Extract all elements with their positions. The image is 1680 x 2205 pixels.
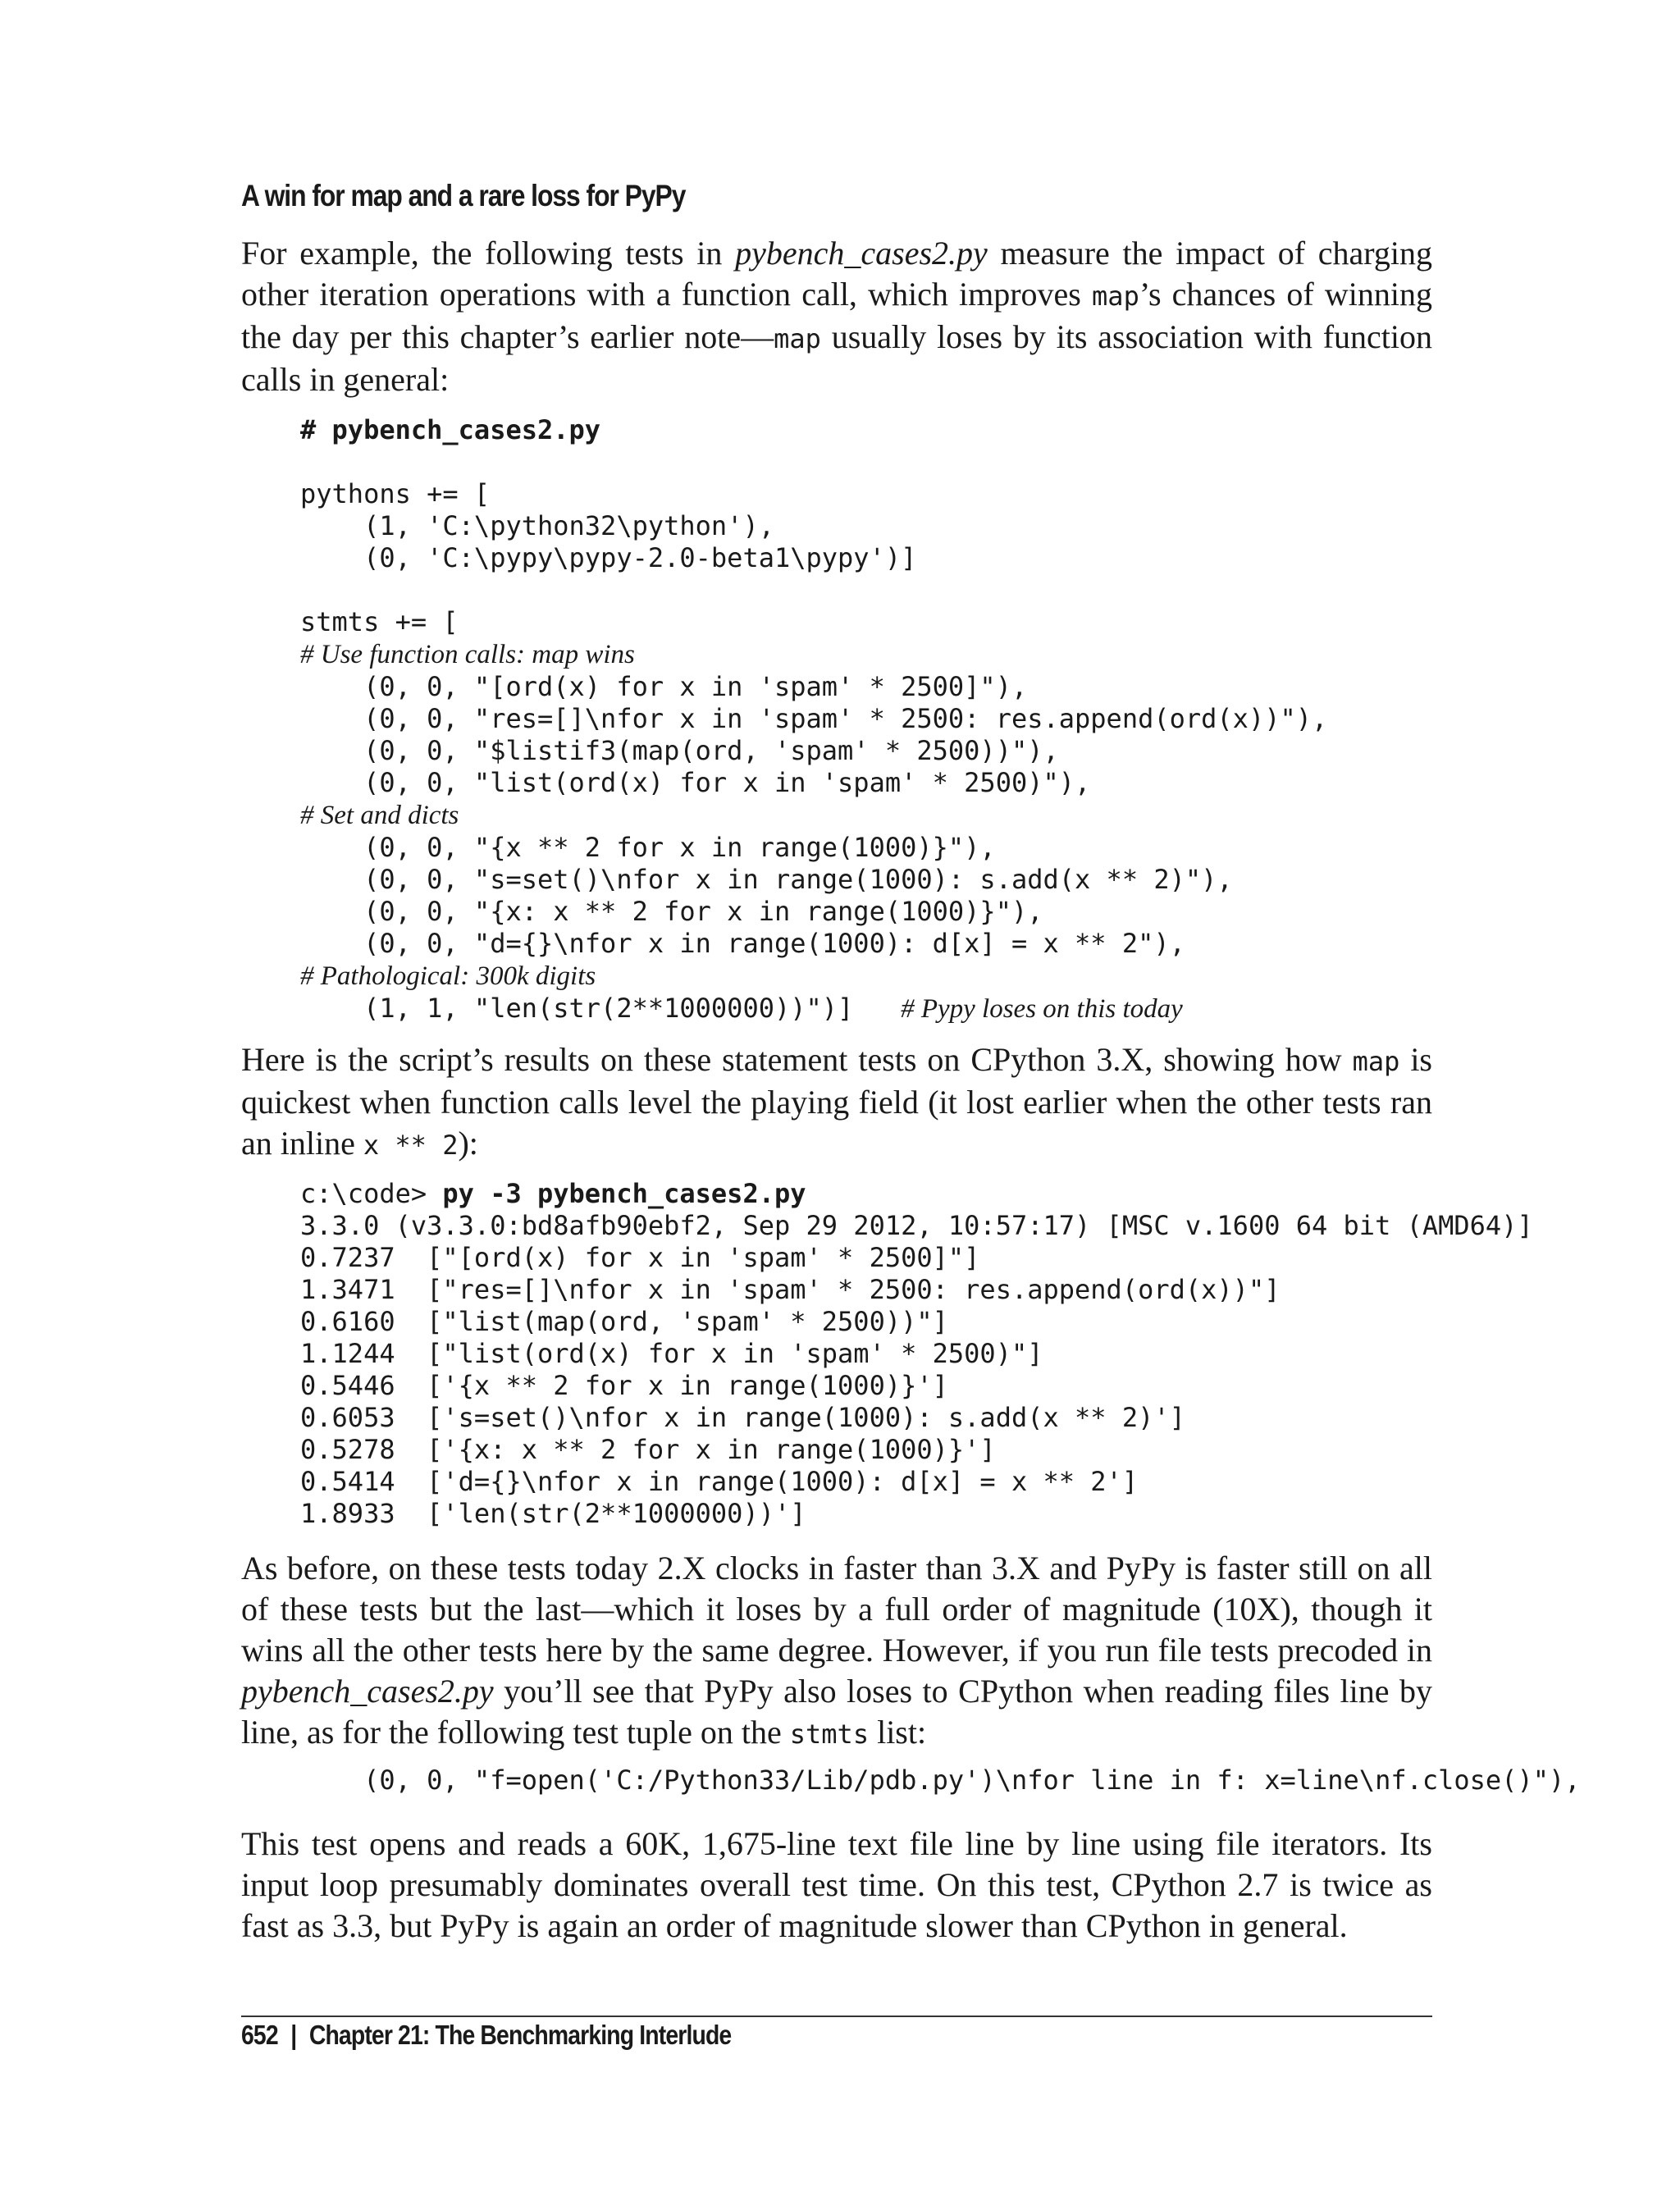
code-comment: # Pathological: 300k digits (300, 961, 596, 991)
footer-separator: | (290, 2020, 297, 2050)
inline-code-map: map (1352, 1046, 1400, 1077)
console-line: 0.5414 ['d={}\nfor x in range(1000): d[x] = x ** 2'] (300, 1466, 1139, 1497)
code-line: (0, 0, "list(ord(x) for x in 'spam' * 2500)"), (300, 767, 1091, 798)
paragraph-results-intro: Here is the script’s results on these statement tests on CPython 3.X, showing how map is quickest when function calls level the playing field (it lost earlier when the other tests ran an inline x ** 2): (241, 1041, 1432, 1162)
console-command: py -3 pybench_cases2.py (442, 1178, 806, 1209)
code-line: (0, 0, "$listif3(map(ord, 'spam' * 2500))"), (300, 735, 1059, 766)
code-line: (0, 0, "s=set()\nfor x in range(1000): s.add(x ** 2)"), (300, 864, 1233, 895)
code-comment: # Pypy loses on this today (901, 994, 1183, 1024)
console-line: 0.6160 ["list(map(ord, 'spam' * 2500))"] (300, 1306, 948, 1337)
console-line: 3.3.0 (v3.3.0:bd8afb90ebf2, Sep 29 2012, 10:57:17) [MSC v.1600 64 bit (AMD64)] (300, 1210, 1533, 1241)
console-line: 1.8933 ['len(str(2**1000000))'] (300, 1498, 806, 1529)
code-line: (0, 0, "{x ** 2 for x in range(1000)}"), (300, 832, 996, 863)
console-line: 1.3471 ["res=[]\nfor x in 'spam' * 2500: res.append(ord(x))"] (300, 1274, 1281, 1305)
code-line: (0, 'C:\pypy\pypy-2.0-beta1\pypy')] (300, 542, 917, 573)
inline-code-map: map (774, 323, 821, 354)
code-line: pythons += [ (300, 478, 491, 509)
code-line: (0, 0, "d={}\nfor x in range(1000): d[x] = x ** 2"), (300, 928, 1185, 959)
console-line: 0.5446 ['{x ** 2 for x in range(1000)}'] (300, 1370, 948, 1401)
code-comment: # Use function calls: map wins (300, 640, 635, 669)
code-line: stmts += [ (300, 606, 459, 637)
console-line: 0.5278 ['{x: x ** 2 for x in range(1000)}'] (300, 1434, 996, 1465)
inline-code-stmts: stmts (789, 1719, 870, 1750)
console-line: 0.7237 ["[ord(x) for x in 'spam' * 2500]"] (300, 1242, 980, 1273)
console-line: 0.6053 ['s=set()\nfor x in range(1000): s.add(x ** 2)'] (300, 1402, 1185, 1433)
filename-pybench-cases2: pybench_cases2.py (735, 235, 988, 272)
page-number: 652 (241, 2020, 278, 2050)
code-line: (1, 1, "len(str(2**1000000))")] (300, 993, 902, 1024)
filename-pybench-cases2: pybench_cases2.py (241, 1673, 494, 1710)
code-comment: # Set and dicts (300, 801, 459, 830)
code-header-comment: # pybench_cases2.py (300, 414, 601, 445)
inline-code-expression: x ** 2 (363, 1130, 459, 1161)
paragraph-comparison: As before, on these tests today 2.X clocks in faster than 3.X and PyPy is faster still on all of these tests but the last—which it loses by a full order of magnitude (10X), though it wins all the other tests here by the same degree. However, if you run file tests precoded in pybench_cases2.py you’ll see that PyPy also loses to CPython when reading files line by line, as for the following test tuple on the stmts list: (241, 1550, 1432, 1751)
section-heading: A win for map and a rare loss for PyPy (241, 179, 686, 212)
console-prompt: c:\code> (300, 1178, 443, 1209)
inline-code-map: map (1092, 281, 1139, 312)
code-block-file-test (300, 1764, 1581, 1796)
code-block-pybench-cases2 (300, 414, 1327, 1025)
code-line: (1, 'C:\python32\python'), (300, 510, 774, 541)
console-line: 1.1244 ["list(ord(x) for x in 'spam' * 2500)"] (300, 1338, 1043, 1369)
page-footer (241, 2020, 731, 2051)
code-line: (0, 0, "res=[]\nfor x in 'spam' * 2500: res.append(ord(x))"), (300, 703, 1328, 734)
paragraph-intro: For example, the following tests in pybench_cases2.py measure the impact of charging other iteration operations with a function call, which improves map’s chances of winning the day per this chapter’s earlier note—map usually loses by its association with function calls in general: (241, 235, 1433, 398)
code-line: (0, 0, "[ord(x) for x in 'spam' * 2500]"), (300, 671, 1028, 702)
code-line: (0, 0, "{x: x ** 2 for x in range(1000)}"), (300, 896, 1043, 927)
code-line: (0, 0, "f=open('C:/Python33/Lib/pdb.py')\nfor line in f: x=line\nf.close()"), (300, 1764, 1581, 1796)
code-block-console-output (300, 1178, 1533, 1530)
paragraph-file-test: This test opens and reads a 60K, 1,675-line text file line by line using file iterators. Its input loop presumably dominates overall test time. On this test, CPython 2.7 is twice as fast as 3.3, but PyPy is again an order of magnitude slower than CPython in general. (241, 1825, 1432, 1944)
footer-divider (241, 2016, 1432, 2017)
chapter-title: Chapter 21: The Benchmarking Interlude (308, 2020, 732, 2050)
